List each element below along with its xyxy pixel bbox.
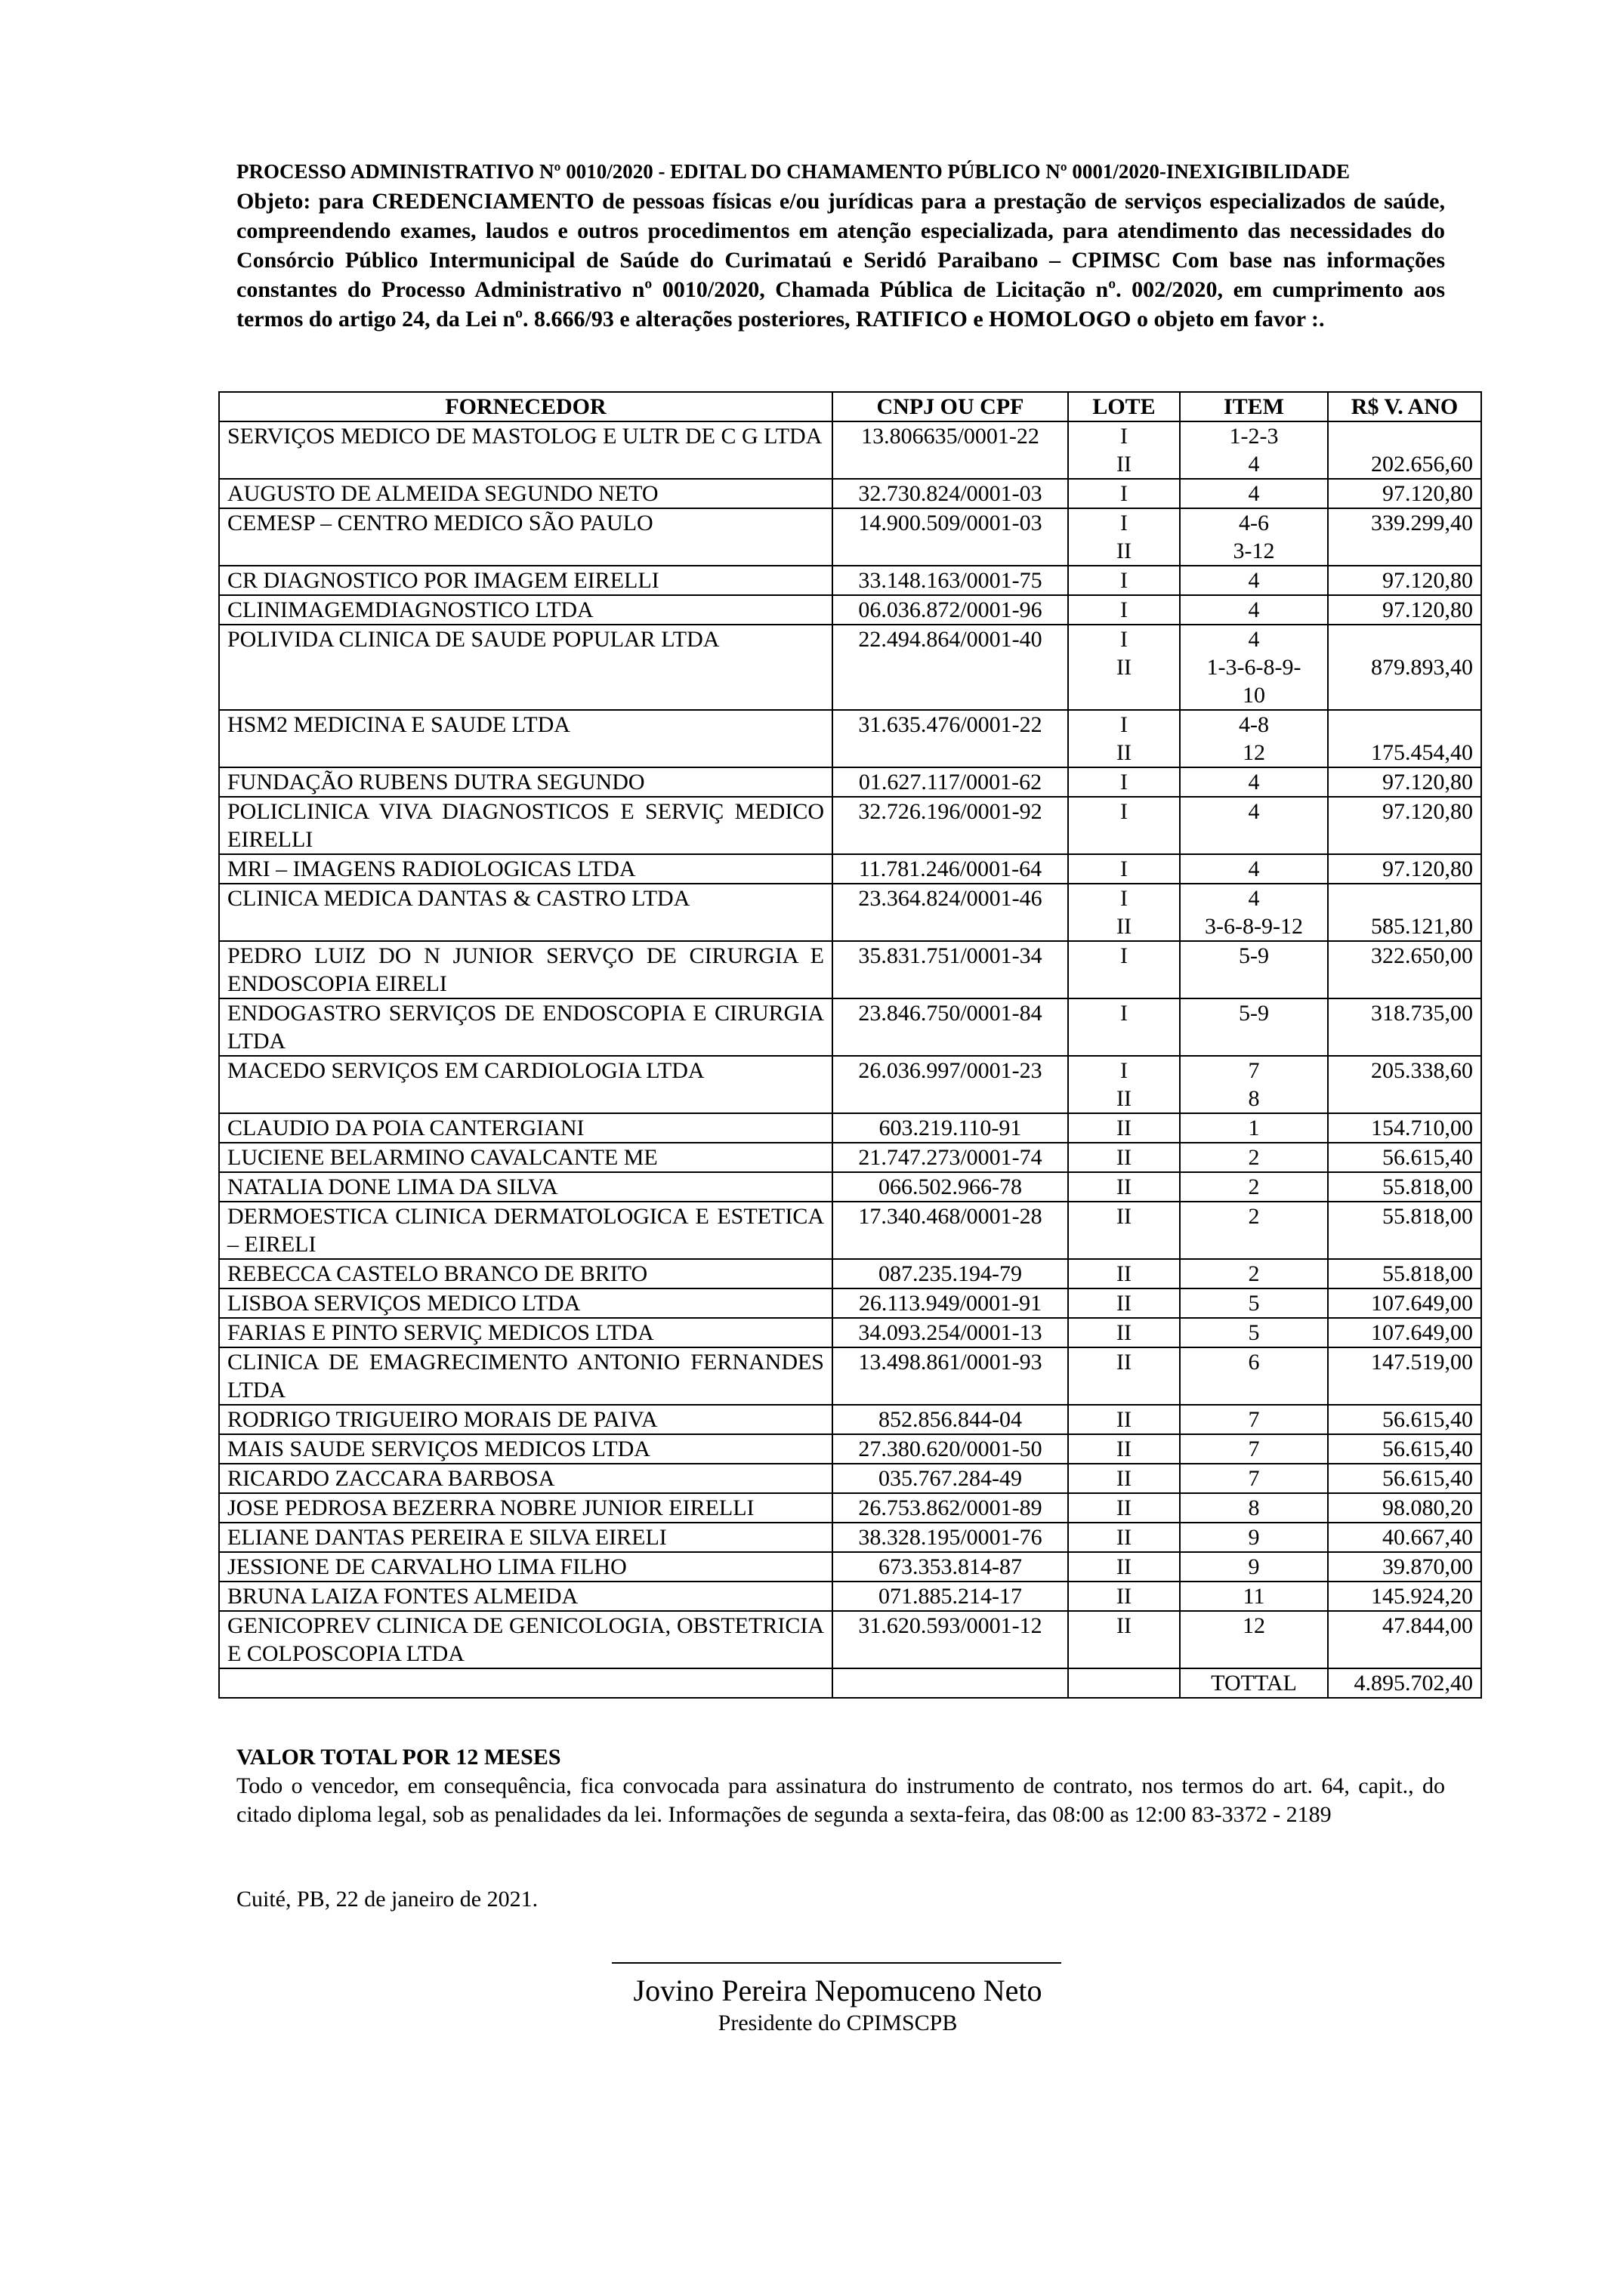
item-cell: 2 xyxy=(1180,1202,1328,1259)
document-header xyxy=(236,157,1445,334)
annual-value: 107.649,00 xyxy=(1328,1318,1481,1347)
supplier-name: CLINICA DE EMAGRECIMENTO ANTONIO FERNANDES LTDA xyxy=(219,1347,832,1405)
annual-value: 97.120,80 xyxy=(1328,479,1481,508)
total-label: TOTTAL xyxy=(1180,1668,1328,1698)
lote-cell: II xyxy=(1068,1347,1180,1405)
supplier-document: 087.235.194-79 xyxy=(832,1259,1068,1288)
annual-value: 318.735,00 xyxy=(1328,998,1481,1056)
annual-value: 39.870,00 xyxy=(1328,1552,1481,1582)
supplier-name: ENDOGASTRO SERVIÇOS DE ENDOSCOPIA E CIRURGIA LTDA xyxy=(219,998,832,1056)
total-value: 4.895.702,40 xyxy=(1328,1668,1481,1698)
item-cell: 7 xyxy=(1180,1464,1328,1493)
supplier-document: 13.806635/0001-22 xyxy=(832,421,1068,479)
supplier-name: HSM2 MEDICINA E SAUDE LTDA xyxy=(219,710,832,767)
lote-cell: II xyxy=(1068,1143,1180,1172)
item-cell: 7 xyxy=(1180,1405,1328,1434)
footer-text xyxy=(236,1743,1445,1829)
table-row xyxy=(219,854,1481,884)
lote-cell: II xyxy=(1068,1405,1180,1434)
supplier-name: CLAUDIO DA POIA CANTERGIANI xyxy=(219,1113,832,1143)
annual-value: 97.120,80 xyxy=(1328,595,1481,625)
table-row xyxy=(219,884,1481,941)
annual-value: 98.080,20 xyxy=(1328,1493,1481,1523)
supplier-name: DERMOESTICA CLINICA DERMATOLOGICA E ESTETICA – EIRELI xyxy=(219,1202,832,1259)
annual-value: 56.615,40 xyxy=(1328,1143,1481,1172)
supplier-name: JOSE PEDROSA BEZERRA NOBRE JUNIOR EIRELLI xyxy=(219,1493,832,1523)
table-row xyxy=(219,1523,1481,1552)
supplier-document: 26.113.949/0001-91 xyxy=(832,1288,1068,1318)
annual-value: 47.844,00 xyxy=(1328,1611,1481,1668)
lote-cell: II xyxy=(1068,1552,1180,1582)
supplier-document: 26.036.997/0001-23 xyxy=(832,1056,1068,1113)
item-cell: 6 xyxy=(1180,1347,1328,1405)
item-cell: 8 xyxy=(1180,1493,1328,1523)
table-row xyxy=(219,941,1481,998)
col-cnpj-cpf: CNPJ OU CPF xyxy=(832,392,1068,421)
supplier-document: 673.353.814-87 xyxy=(832,1552,1068,1582)
supplier-name: FARIAS E PINTO SERVIÇ MEDICOS LTDA xyxy=(219,1318,832,1347)
signature-name: Jovino Pereira Nepomuceno Neto xyxy=(633,1974,1042,2007)
table-row xyxy=(219,1552,1481,1582)
lote-cell: I xyxy=(1068,595,1180,625)
table-row xyxy=(219,1318,1481,1347)
col-fornecedor: FORNECEDOR xyxy=(219,392,832,421)
item-cell: 2 xyxy=(1180,1143,1328,1172)
table-row xyxy=(219,1582,1481,1611)
supplier-document: 32.726.196/0001-92 xyxy=(832,797,1068,854)
item-cell: 2 xyxy=(1180,1259,1328,1288)
supplier-document: 13.498.861/0001-93 xyxy=(832,1347,1068,1405)
supplier-document: 071.885.214-17 xyxy=(832,1582,1068,1611)
annual-value: 55.818,00 xyxy=(1328,1259,1481,1288)
supplier-name: REBECCA CASTELO BRANCO DE BRITO xyxy=(219,1259,832,1288)
annual-value: 339.299,40 xyxy=(1328,508,1481,566)
supplier-name: ELIANE DANTAS PEREIRA E SILVA EIRELI xyxy=(219,1523,832,1552)
lote-cell: II xyxy=(1068,1202,1180,1259)
lote-cell: II xyxy=(1068,1523,1180,1552)
annual-value: 205.338,60 xyxy=(1328,1056,1481,1113)
table-row xyxy=(219,421,1481,479)
annual-value: 97.120,80 xyxy=(1328,767,1481,797)
total-period-title: VALOR TOTAL POR 12 MESES xyxy=(236,1745,561,1770)
supplier-name: FUNDAÇÃO RUBENS DUTRA SEGUNDO xyxy=(219,767,832,797)
col-lote: LOTE xyxy=(1068,392,1180,421)
lote-cell: II xyxy=(1068,1318,1180,1347)
table-row xyxy=(219,566,1481,595)
item-cell: 4 xyxy=(1180,767,1328,797)
item-cell: 4 xyxy=(1180,595,1328,625)
item-cell: 4 3-6-8-9-12 xyxy=(1180,884,1328,941)
supplier-document: 31.635.476/0001-22 xyxy=(832,710,1068,767)
supplier-name: LUCIENE BELARMINO CAVALCANTE ME xyxy=(219,1143,832,1172)
annual-value: 322.650,00 xyxy=(1328,941,1481,998)
annual-value: 154.710,00 xyxy=(1328,1113,1481,1143)
supplier-name: MRI – IMAGENS RADIOLOGICAS LTDA xyxy=(219,854,832,884)
supplier-name: RICARDO ZACCARA BARBOSA xyxy=(219,1464,832,1493)
item-cell: 5 xyxy=(1180,1318,1328,1347)
lote-cell: II xyxy=(1068,1172,1180,1202)
table-row xyxy=(219,1259,1481,1288)
table-row xyxy=(219,1464,1481,1493)
supplier-document: 21.747.273/0001-74 xyxy=(832,1143,1068,1172)
supplier-name: CLINICA MEDICA DANTAS & CASTRO LTDA xyxy=(219,884,832,941)
item-cell: 2 xyxy=(1180,1172,1328,1202)
table-row xyxy=(219,1405,1481,1434)
table-row xyxy=(219,767,1481,797)
item-cell: 4 1-3-6-8-9- 10 xyxy=(1180,625,1328,710)
total-empty xyxy=(1068,1668,1180,1698)
table-row xyxy=(219,1202,1481,1259)
col-valor-ano: R$ V. ANO xyxy=(1328,392,1481,421)
lote-cell: I xyxy=(1068,998,1180,1056)
supplier-document: 31.620.593/0001-12 xyxy=(832,1611,1068,1668)
supplier-document: 38.328.195/0001-76 xyxy=(832,1523,1068,1552)
item-cell: 1 xyxy=(1180,1113,1328,1143)
item-cell: 4 xyxy=(1180,479,1328,508)
annual-value: 879.893,40 xyxy=(1328,625,1481,710)
total-row xyxy=(219,1668,1481,1698)
supplier-name: CR DIAGNOSTICO POR IMAGEM EIRELLI xyxy=(219,566,832,595)
item-cell: 7 8 xyxy=(1180,1056,1328,1113)
annual-value: 56.615,40 xyxy=(1328,1434,1481,1464)
table-row xyxy=(219,797,1481,854)
lote-cell: I II xyxy=(1068,508,1180,566)
annual-value: 55.818,00 xyxy=(1328,1202,1481,1259)
item-cell: 1-2-3 4 xyxy=(1180,421,1328,479)
object-paragraph: Objeto: para CREDENCIAMENTO de pessoas físicas e/ou jurídicas para a prestação de serviços especializados de saúde, compreendendo exames, laudos e outros procedimentos em atenção especializada, para atendimento das necessidades do Consórcio Público Intermunicipal de Saúde do Curimataú e Seridó Paraibano – CPIMSC Com base nas informações constantes do Processo Administrativo nº 0010/2020, Chamada Pública de Licitação nº. 002/2020, em cumprimento aos termos do artigo 24, da Lei nº. 8.666/93 e alterações posteriores, RATIFICO e HOMOLOGO o objeto em favor :. xyxy=(236,189,1445,332)
convocation-paragraph: Todo o vencedor, em consequência, fica convocada para assinatura do instrumento de contrato, nos termos do art. 64, capit., do citado diploma legal, sob as penalidades da lei. Informações de segunda a sexta-feira, das 08:00 as 12:00 83-3372 - 2189 xyxy=(236,1773,1445,1827)
lote-cell: II xyxy=(1068,1582,1180,1611)
table-row xyxy=(219,625,1481,710)
supplier-name: CEMESP – CENTRO MEDICO SÃO PAULO xyxy=(219,508,832,566)
total-empty xyxy=(219,1668,832,1698)
supplier-document: 852.856.844-04 xyxy=(832,1405,1068,1434)
supplier-name: AUGUSTO DE ALMEIDA SEGUNDO NETO xyxy=(219,479,832,508)
item-cell: 9 xyxy=(1180,1523,1328,1552)
annual-value: 55.818,00 xyxy=(1328,1172,1481,1202)
supplier-document: 066.502.966-78 xyxy=(832,1172,1068,1202)
lote-cell: II xyxy=(1068,1464,1180,1493)
supplier-document: 32.730.824/0001-03 xyxy=(832,479,1068,508)
supplier-document: 01.627.117/0001-62 xyxy=(832,767,1068,797)
annual-value: 147.519,00 xyxy=(1328,1347,1481,1405)
suppliers-table xyxy=(218,391,1482,1699)
lote-cell: I II xyxy=(1068,710,1180,767)
supplier-name: POLIVIDA CLINICA DE SAUDE POPULAR LTDA xyxy=(219,625,832,710)
lote-cell: I II xyxy=(1068,421,1180,479)
signature-role: Presidente do CPIMSCPB xyxy=(718,2011,958,2035)
supplier-name: NATALIA DONE LIMA DA SILVA xyxy=(219,1172,832,1202)
table-row xyxy=(219,1288,1481,1318)
supplier-name: PEDRO LUIZ DO N JUNIOR SERVÇO DE CIRURGIA E ENDOSCOPIA EIRELI xyxy=(219,941,832,998)
lote-cell: II xyxy=(1068,1611,1180,1668)
table-header-row xyxy=(219,392,1481,421)
table-row xyxy=(219,1143,1481,1172)
total-empty xyxy=(832,1668,1068,1698)
item-cell: 4 xyxy=(1180,854,1328,884)
lote-cell: I xyxy=(1068,941,1180,998)
item-cell: 5 xyxy=(1180,1288,1328,1318)
lote-cell: I xyxy=(1068,767,1180,797)
item-cell: 11 xyxy=(1180,1582,1328,1611)
annual-value: 56.615,40 xyxy=(1328,1405,1481,1434)
table-row xyxy=(219,595,1481,625)
supplier-document: 33.148.163/0001-75 xyxy=(832,566,1068,595)
annual-value: 175.454,40 xyxy=(1328,710,1481,767)
lote-cell: II xyxy=(1068,1288,1180,1318)
table-row xyxy=(219,1434,1481,1464)
annual-value: 97.120,80 xyxy=(1328,566,1481,595)
item-cell: 4-6 3-12 xyxy=(1180,508,1328,566)
lote-cell: I xyxy=(1068,566,1180,595)
table-row xyxy=(219,1056,1481,1113)
signature-line xyxy=(612,1962,1061,1964)
table-row xyxy=(219,710,1481,767)
lote-cell: I xyxy=(1068,797,1180,854)
supplier-document: 17.340.468/0001-28 xyxy=(832,1202,1068,1259)
supplier-document: 035.767.284-49 xyxy=(832,1464,1068,1493)
date-line: Cuité, PB, 22 de janeiro de 2021. xyxy=(236,1887,539,1912)
annual-value: 97.120,80 xyxy=(1328,797,1481,854)
lote-cell: I xyxy=(1068,854,1180,884)
lote-cell: I II xyxy=(1068,1056,1180,1113)
annual-value: 585.121,80 xyxy=(1328,884,1481,941)
col-item: ITEM xyxy=(1180,392,1328,421)
annual-value: 56.615,40 xyxy=(1328,1464,1481,1493)
table-row xyxy=(219,1493,1481,1523)
item-cell: 9 xyxy=(1180,1552,1328,1582)
item-cell: 4 xyxy=(1180,566,1328,595)
table-row xyxy=(219,998,1481,1056)
supplier-name: JESSIONE DE CARVALHO LIMA FILHO xyxy=(219,1552,832,1582)
supplier-document: 34.093.254/0001-13 xyxy=(832,1318,1068,1347)
supplier-name: LISBOA SERVIÇOS MEDICO LTDA xyxy=(219,1288,832,1318)
lote-cell: I II xyxy=(1068,884,1180,941)
annual-value: 107.649,00 xyxy=(1328,1288,1481,1318)
annual-value: 202.656,60 xyxy=(1328,421,1481,479)
supplier-name: RODRIGO TRIGUEIRO MORAIS DE PAIVA xyxy=(219,1405,832,1434)
supplier-document: 23.364.824/0001-46 xyxy=(832,884,1068,941)
lote-cell: II xyxy=(1068,1493,1180,1523)
lote-cell: II xyxy=(1068,1259,1180,1288)
table-row xyxy=(219,1172,1481,1202)
supplier-name: SERVIÇOS MEDICO DE MASTOLOG E ULTR DE C G LTDA xyxy=(219,421,832,479)
supplier-name: MAIS SAUDE SERVIÇOS MEDICOS LTDA xyxy=(219,1434,832,1464)
supplier-document: 26.753.862/0001-89 xyxy=(832,1493,1068,1523)
item-cell: 12 xyxy=(1180,1611,1328,1668)
supplier-document: 23.846.750/0001-84 xyxy=(832,998,1068,1056)
supplier-document: 22.494.864/0001-40 xyxy=(832,625,1068,710)
table-row xyxy=(219,1113,1481,1143)
supplier-document: 06.036.872/0001-96 xyxy=(832,595,1068,625)
item-cell: 5-9 xyxy=(1180,998,1328,1056)
supplier-document: 35.831.751/0001-34 xyxy=(832,941,1068,998)
supplier-document: 27.380.620/0001-50 xyxy=(832,1434,1068,1464)
supplier-name: GENICOPREV CLINICA DE GENICOLOGIA, OBSTETRICIA E COLPOSCOPIA LTDA xyxy=(219,1611,832,1668)
table-row xyxy=(219,1611,1481,1668)
supplier-name: CLINIMAGEMDIAGNOSTICO LTDA xyxy=(219,595,832,625)
process-title: PROCESSO ADMINISTRATIVO Nº 0010/2020 - EDITAL DO CHAMAMENTO PÚBLICO Nº 0001/2020-INEXIGIBILIDADE xyxy=(236,160,1350,183)
table-row xyxy=(219,1347,1481,1405)
table-row xyxy=(219,508,1481,566)
item-cell: 4 xyxy=(1180,797,1328,854)
table-row xyxy=(219,479,1481,508)
supplier-document: 11.781.246/0001-64 xyxy=(832,854,1068,884)
lote-cell: II xyxy=(1068,1434,1180,1464)
supplier-document: 603.219.110-91 xyxy=(832,1113,1068,1143)
annual-value: 40.667,40 xyxy=(1328,1523,1481,1552)
item-cell: 5-9 xyxy=(1180,941,1328,998)
lote-cell: I II xyxy=(1068,625,1180,710)
supplier-name: MACEDO SERVIÇOS EM CARDIOLOGIA LTDA xyxy=(219,1056,832,1113)
lote-cell: I xyxy=(1068,479,1180,508)
lote-cell: II xyxy=(1068,1113,1180,1143)
annual-value: 145.924,20 xyxy=(1328,1582,1481,1611)
annual-value: 97.120,80 xyxy=(1328,854,1481,884)
item-cell: 4-8 12 xyxy=(1180,710,1328,767)
item-cell: 7 xyxy=(1180,1434,1328,1464)
supplier-document: 14.900.509/0001-03 xyxy=(832,508,1068,566)
supplier-name: BRUNA LAIZA FONTES ALMEIDA xyxy=(219,1582,832,1611)
supplier-name: POLICLINICA VIVA DIAGNOSTICOS E SERVIÇ MEDICO EIRELLI xyxy=(219,797,832,854)
